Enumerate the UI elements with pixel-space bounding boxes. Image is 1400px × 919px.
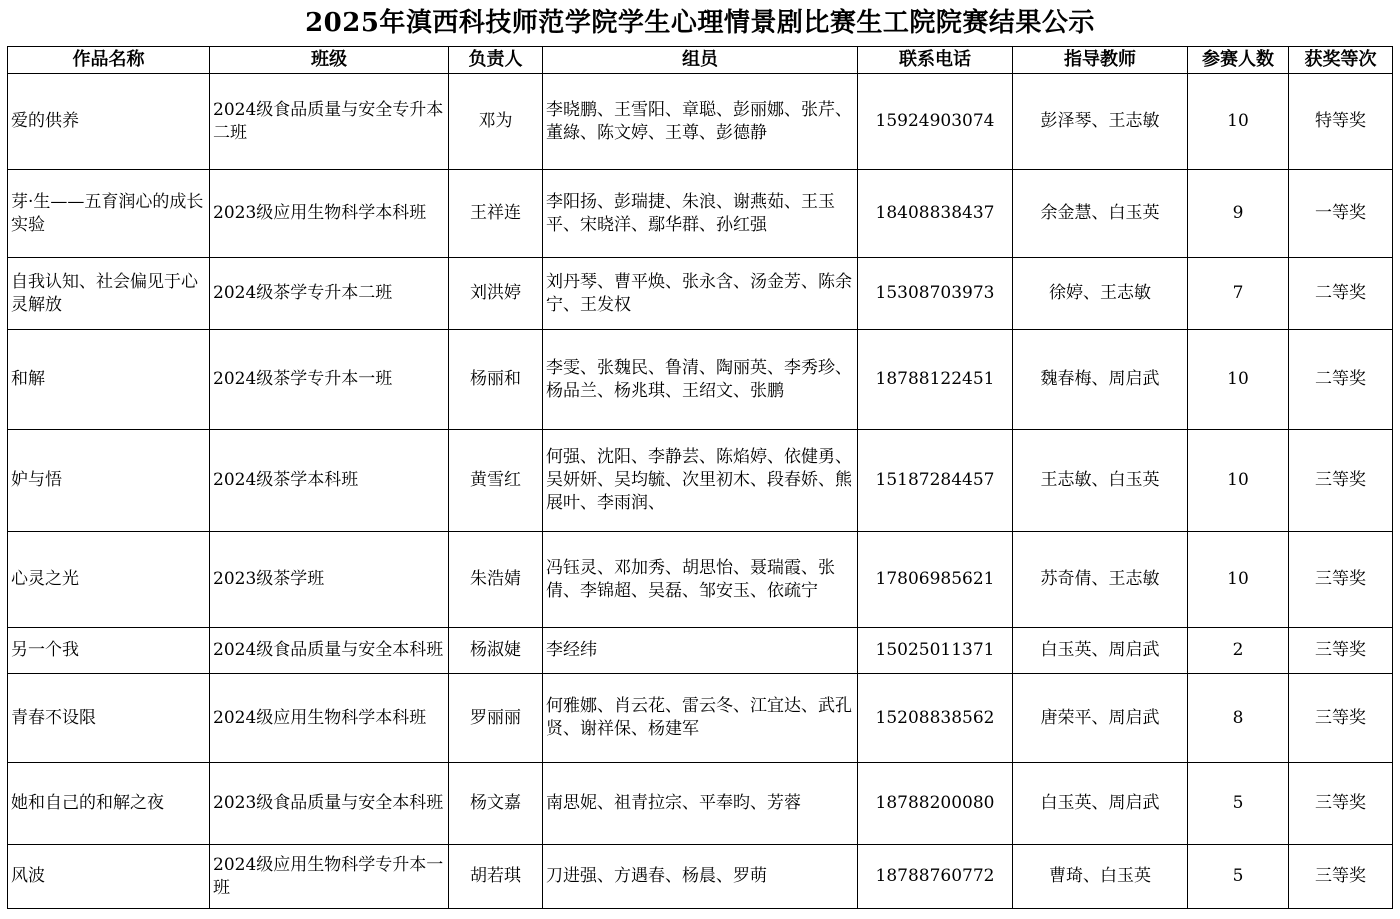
teachers-cell: 王志敏、白玉英 [1013,430,1188,532]
table-header-row [8,47,1393,74]
teachers-cell: 曹琦、白玉英 [1013,845,1188,909]
phone-cell: 15308703973 [858,258,1013,330]
participant-count-cell: 8 [1188,674,1289,763]
class-cell: 2024级食品质量与安全本科班 [210,628,449,674]
class-cell: 2024级茶学专升本二班 [210,258,449,330]
phone-cell: 18788200080 [858,763,1013,845]
teachers-cell: 白玉英、周启武 [1013,628,1188,674]
work-name-cell: 自我认知、社会偏见于心灵解放 [8,258,210,330]
table-row [8,674,1393,763]
table-row [8,430,1393,532]
phone-cell: 15924903074 [858,74,1013,170]
table-row [8,330,1393,430]
header-participant-count: 参赛人数 [1188,47,1289,74]
leader-cell: 杨丽和 [449,330,543,430]
header-award: 获奖等次 [1289,47,1393,74]
members-cell: 何雅娜、肖云花、雷云冬、江宜达、武孔贤、谢祥保、杨建军 [543,674,858,763]
work-name-cell: 妒与悟 [8,430,210,532]
class-cell: 2024级应用生物科学本科班 [210,674,449,763]
award-cell: 三等奖 [1289,763,1393,845]
award-cell: 一等奖 [1289,170,1393,258]
award-cell: 三等奖 [1289,430,1393,532]
work-name-cell: 心灵之光 [8,532,210,628]
award-cell: 二等奖 [1289,258,1393,330]
participant-count-cell: 10 [1188,430,1289,532]
participant-count-cell: 10 [1188,532,1289,628]
page-title: 2025年滇西科技师范学院学生心理情景剧比赛生工院院赛结果公示 [305,8,1095,38]
class-cell: 2023级应用生物科学本科班 [210,170,449,258]
work-name-cell: 爱的供养 [8,74,210,170]
table-row [8,845,1393,909]
phone-cell: 15208838562 [858,674,1013,763]
award-cell: 三等奖 [1289,674,1393,763]
work-name-cell: 芽·生——五育润心的成长实验 [8,170,210,258]
leader-cell: 罗丽丽 [449,674,543,763]
leader-cell: 胡若琪 [449,845,543,909]
header-members: 组员 [543,47,858,74]
participant-count-cell: 5 [1188,763,1289,845]
award-cell: 三等奖 [1289,845,1393,909]
leader-cell: 王祥连 [449,170,543,258]
class-cell: 2024级茶学专升本一班 [210,330,449,430]
members-cell: 李晓鹏、王雪阳、章聪、彭丽娜、张芹、董綠、陈文婷、王尊、彭德静 [543,74,858,170]
teachers-cell: 徐婷、王志敏 [1013,258,1188,330]
results-table [7,46,1393,909]
participant-count-cell: 10 [1188,74,1289,170]
leader-cell: 刘洪婷 [449,258,543,330]
participant-count-cell: 9 [1188,170,1289,258]
table-row [8,763,1393,845]
phone-cell: 18788760772 [858,845,1013,909]
participant-count-cell: 10 [1188,330,1289,430]
teachers-cell: 魏春梅、周启武 [1013,330,1188,430]
table-row [8,532,1393,628]
class-cell: 2023级食品质量与安全本科班 [210,763,449,845]
award-cell: 三等奖 [1289,532,1393,628]
work-name-cell: 风波 [8,845,210,909]
phone-cell: 18408838437 [858,170,1013,258]
header-leader: 负责人 [449,47,543,74]
teachers-cell: 余金慧、白玉英 [1013,170,1188,258]
phone-cell: 15187284457 [858,430,1013,532]
header-class: 班级 [210,47,449,74]
table-row [8,74,1393,170]
table-row [8,170,1393,258]
teachers-cell: 彭泽琴、王志敏 [1013,74,1188,170]
leader-cell: 黄雪红 [449,430,543,532]
members-cell: 刀进强、方遇春、杨晨、罗萌 [543,845,858,909]
members-cell: 何强、沈阳、李静芸、陈焰婷、依健勇、吴妍妍、吴均毓、次里初木、段春娇、熊展叶、李雨润、 [543,430,858,532]
work-name-cell: 和解 [8,330,210,430]
class-cell: 2024级应用生物科学专升本一班 [210,845,449,909]
members-cell: 南思妮、祖青拉宗、平奉昀、芳蓉 [543,763,858,845]
work-name-cell: 另一个我 [8,628,210,674]
header-work-name: 作品名称 [8,47,210,74]
class-cell: 2024级食品质量与安全专升本二班 [210,74,449,170]
participant-count-cell: 7 [1188,258,1289,330]
teachers-cell: 白玉英、周启武 [1013,763,1188,845]
award-cell: 二等奖 [1289,330,1393,430]
members-cell: 李阳扬、彭瑞捷、朱浪、谢燕茹、王玉平、宋晓洋、鄢华群、孙红强 [543,170,858,258]
award-cell: 三等奖 [1289,628,1393,674]
phone-cell: 17806985621 [858,532,1013,628]
members-cell: 李经纬 [543,628,858,674]
table-row [8,258,1393,330]
members-cell: 冯钰灵、邓加秀、胡思怡、聂瑞霞、张倩、李锦超、吴磊、邹安玉、依疏宁 [543,532,858,628]
leader-cell: 杨文嘉 [449,763,543,845]
table-row [8,628,1393,674]
participant-count-cell: 5 [1188,845,1289,909]
phone-cell: 15025011371 [858,628,1013,674]
members-cell: 刘丹琴、曹平焕、张永含、汤金芳、陈余宁、王发权 [543,258,858,330]
participant-count-cell: 2 [1188,628,1289,674]
leader-cell: 朱浩婧 [449,532,543,628]
teachers-cell: 苏奇倩、王志敏 [1013,532,1188,628]
award-cell: 特等奖 [1289,74,1393,170]
work-name-cell: 她和自己的和解之夜 [8,763,210,845]
work-name-cell: 青春不设限 [8,674,210,763]
leader-cell: 邓为 [449,74,543,170]
class-cell: 2024级茶学本科班 [210,430,449,532]
members-cell: 李雯、张魏民、鲁清、陶丽英、李秀珍、杨品兰、杨兆琪、王绍文、张鹏 [543,330,858,430]
header-teachers: 指导教师 [1013,47,1188,74]
phone-cell: 18788122451 [858,330,1013,430]
teachers-cell: 唐荣平、周启武 [1013,674,1188,763]
header-phone: 联系电话 [858,47,1013,74]
leader-cell: 杨淑婕 [449,628,543,674]
class-cell: 2023级茶学班 [210,532,449,628]
